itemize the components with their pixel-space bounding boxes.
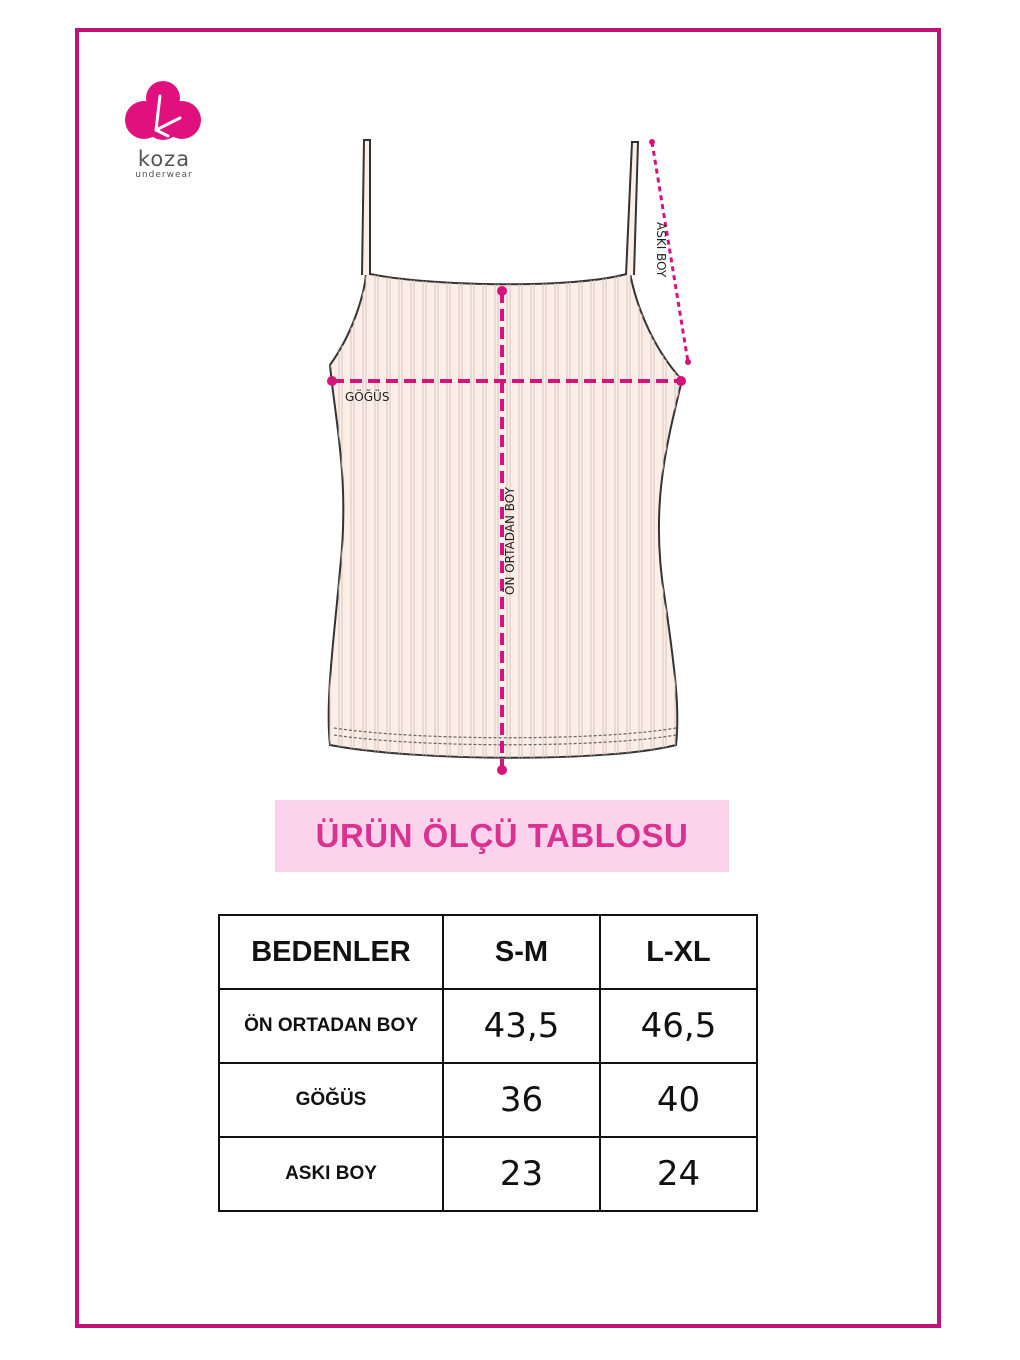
brand-logo — [120, 78, 206, 188]
value-lxl: 24 — [600, 1137, 757, 1211]
row-label: ASKI BOY — [219, 1137, 443, 1211]
table-row — [219, 1063, 757, 1137]
brand-name: koza — [137, 147, 191, 171]
size-table — [218, 914, 758, 1212]
left-strap — [362, 140, 370, 275]
size-chart-title-text: ÜRÜN ÖLÇÜ TABLOSU — [315, 817, 689, 854]
koza-flower-icon — [120, 78, 206, 150]
value-sm: 43,5 — [443, 989, 600, 1063]
brand-tagline: underwear — [135, 170, 193, 180]
value-lxl: 46,5 — [600, 989, 757, 1063]
header-sm: S-M — [443, 915, 600, 989]
row-label: ÖN ORTADAN BOY — [219, 989, 443, 1063]
table-header-row — [219, 915, 757, 989]
chest-label: GÖĞÜS — [345, 390, 390, 404]
value-sm: 23 — [443, 1137, 600, 1211]
table-row — [219, 1137, 757, 1211]
strap-length-label: ASKI BOY — [654, 222, 668, 278]
value-sm: 36 — [443, 1063, 600, 1137]
table-row — [219, 989, 757, 1063]
value-lxl: 40 — [600, 1063, 757, 1137]
header-lxl: L-XL — [600, 915, 757, 989]
right-strap — [626, 142, 638, 275]
row-label: GÖĞÜS — [219, 1063, 443, 1137]
header-sizes: BEDENLER — [219, 915, 443, 989]
size-chart-title — [275, 800, 729, 872]
front-length-label: ÖN ORTADAN BOY — [503, 487, 517, 595]
